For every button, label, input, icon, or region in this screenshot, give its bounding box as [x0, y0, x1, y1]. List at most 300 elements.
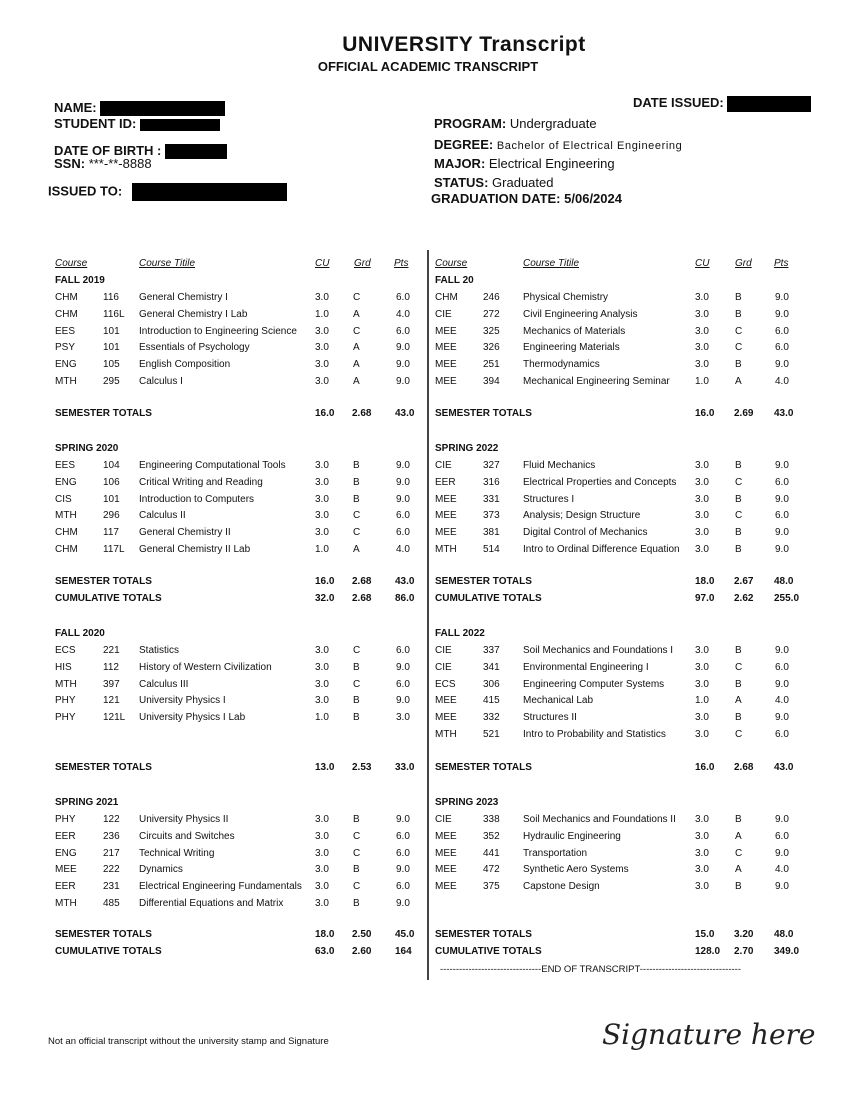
left-course-grade: B — [353, 813, 360, 825]
left-course-number: 116L — [103, 308, 125, 320]
left-course-cu: 3.0 — [315, 342, 329, 354]
right-course-grade: C — [735, 847, 743, 859]
right-course-grade: C — [735, 476, 743, 488]
right-course-subject: MTH — [435, 729, 457, 741]
date-issued-redaction — [727, 96, 811, 112]
left-course-title: Calculus II — [139, 510, 186, 522]
status-row — [434, 175, 553, 190]
left-course-points: 9.0 — [396, 695, 410, 707]
left-course-points: 9.0 — [396, 459, 410, 471]
left-cumulative-totals-label: CUMULATIVE TOTALS — [55, 946, 162, 957]
left-semester-totals-pts: 33.0 — [395, 762, 415, 773]
right-course-cu: 3.0 — [695, 712, 709, 724]
left-semester-totals-label: SEMESTER TOTALS — [55, 929, 152, 940]
left-cumulative-totals-cu: 63.0 — [315, 946, 335, 957]
page-title: UNIVERSITY Transcript — [342, 33, 586, 56]
right-course-number: 338 — [483, 813, 500, 825]
major-value: Electrical Engineering — [488, 156, 615, 171]
issued-to-label: ISSUED TO: — [48, 183, 123, 199]
right-course-title: Digital Control of Mechanics — [523, 527, 648, 539]
right-semester-totals-pts: 48.0 — [774, 929, 794, 940]
left-col-pts: Pts — [394, 258, 409, 269]
left-course-number: 121L — [103, 712, 126, 724]
left-course-cu: 3.0 — [315, 376, 329, 388]
right-cumulative-totals-pts: 255.0 — [774, 593, 800, 604]
left-course-points: 6.0 — [396, 325, 410, 337]
left-course-cu: 1.0 — [315, 712, 329, 724]
right-course-grade: B — [735, 644, 742, 656]
left-course-grade: C — [353, 644, 361, 656]
right-course-subject: MTH — [435, 544, 457, 556]
right-course-number: 341 — [483, 661, 500, 673]
right-course-points: 6.0 — [775, 661, 789, 673]
left-course-number: 117 — [103, 527, 119, 539]
left-course-points: 4.0 — [396, 308, 410, 320]
right-cumulative-totals-pts: 349.0 — [774, 946, 800, 957]
right-course-title: Transportation — [523, 847, 588, 859]
right-course-title: Hydraulic Engineering — [523, 830, 621, 842]
left-course-subject: MTH — [55, 678, 77, 690]
right-course-points: 4.0 — [775, 695, 789, 707]
left-course-cu: 3.0 — [315, 527, 329, 539]
right-semester-name: FALL 20 — [435, 275, 474, 286]
left-course-cu: 3.0 — [315, 325, 329, 337]
right-col-pts: Pts — [774, 258, 789, 269]
right-course-subject: MEE — [435, 527, 457, 539]
right-course-cu: 3.0 — [695, 527, 709, 539]
right-course-subject: MEE — [435, 864, 457, 876]
left-course-number: 222 — [103, 864, 120, 876]
left-course-grade: A — [353, 359, 360, 371]
left-course-cu: 3.0 — [315, 644, 329, 656]
right-course-points: 9.0 — [775, 813, 789, 825]
right-course-points: 4.0 — [775, 864, 789, 876]
graduation-date-label: GRADUATION DATE: — [431, 191, 561, 206]
right-cumulative-totals-gpa: 2.62 — [734, 593, 754, 604]
degree-value: Bachelor of Electrical Engineering — [496, 140, 683, 152]
right-course-subject: CIE — [435, 661, 452, 673]
left-semester-name: SPRING 2020 — [55, 443, 119, 454]
right-semester-totals-gpa: 3.20 — [734, 929, 754, 940]
right-course-subject: MEE — [435, 881, 457, 893]
left-course-title: General Chemistry II — [139, 527, 231, 539]
right-course-points: 9.0 — [775, 527, 789, 539]
right-course-title: Soil Mechanics and Foundations I — [523, 644, 674, 656]
left-course-points: 9.0 — [396, 342, 410, 354]
right-course-title: Civil Engineering Analysis — [523, 308, 638, 320]
left-course-cu: 1.0 — [315, 308, 329, 320]
right-course-subject: MEE — [435, 847, 457, 859]
left-course-number: 397 — [103, 678, 120, 690]
right-semester-totals-label: SEMESTER TOTALS — [435, 576, 532, 587]
right-course-number: 325 — [483, 325, 500, 337]
right-course-points: 4.0 — [775, 376, 789, 388]
left-course-grade: B — [353, 712, 360, 724]
left-course-number: 112 — [103, 661, 119, 673]
right-course-title: Structures II — [523, 712, 577, 724]
left-course-title: University Physics I — [139, 695, 226, 707]
left-course-number: 236 — [103, 830, 120, 842]
right-course-number: 306 — [483, 678, 500, 690]
dob-label: DATE OF BIRTH : — [54, 143, 162, 158]
name-redaction — [100, 101, 225, 116]
left-semester-totals-label: SEMESTER TOTALS — [55, 408, 152, 419]
left-semester-totals-label: SEMESTER TOTALS — [55, 762, 152, 773]
left-course-number: 116 — [103, 291, 119, 303]
right-course-title: Fluid Mechanics — [523, 459, 596, 471]
right-course-points: 9.0 — [775, 847, 789, 859]
right-course-subject: MEE — [435, 510, 457, 522]
left-course-title: Technical Writing — [139, 847, 215, 859]
left-course-subject: MTH — [55, 898, 77, 910]
left-course-subject: CHM — [55, 291, 78, 303]
right-course-subject: MEE — [435, 830, 457, 842]
right-course-points: 9.0 — [775, 359, 789, 371]
left-cumulative-totals-gpa: 2.68 — [352, 593, 372, 604]
left-course-cu: 3.0 — [315, 493, 329, 505]
left-course-cu: 3.0 — [315, 678, 329, 690]
left-course-cu: 3.0 — [315, 476, 329, 488]
right-course-grade: C — [735, 661, 743, 673]
right-semester-totals-cu: 15.0 — [695, 929, 715, 940]
right-course-grade: A — [735, 830, 742, 842]
graduation-date-value: 5/06/2024 — [564, 191, 622, 206]
left-course-subject: PHY — [55, 695, 76, 707]
left-course-points: 6.0 — [396, 291, 410, 303]
left-course-cu: 3.0 — [315, 359, 329, 371]
left-course-grade: B — [353, 493, 360, 505]
right-semester-name: SPRING 2022 — [435, 443, 499, 454]
right-course-grade: C — [735, 325, 743, 337]
right-course-points: 9.0 — [775, 678, 789, 690]
left-course-subject: ENG — [55, 476, 77, 488]
page-subtitle: OFFICIAL ACADEMIC TRANSCRIPT — [317, 59, 539, 74]
right-course-title: Mechanics of Materials — [523, 325, 626, 337]
left-course-points: 9.0 — [396, 661, 410, 673]
right-course-title: Soil Mechanics and Foundations II — [523, 813, 676, 825]
right-semester-totals-label: SEMESTER TOTALS — [435, 762, 532, 773]
right-course-number: 441 — [483, 847, 500, 859]
right-course-number: 375 — [483, 881, 500, 893]
left-semester-totals-gpa: 2.68 — [352, 408, 372, 419]
right-course-grade: B — [735, 712, 742, 724]
right-semester-totals-pts: 43.0 — [774, 408, 794, 419]
left-course-number: 106 — [103, 476, 120, 488]
right-course-title: Intro to Probability and Statistics — [523, 729, 666, 741]
left-course-cu: 3.0 — [315, 898, 329, 910]
left-course-title: History of Western Civilization — [139, 661, 272, 673]
right-course-grade: B — [735, 459, 742, 471]
right-course-grade: A — [735, 864, 742, 876]
right-semester-name: FALL 2022 — [435, 628, 485, 639]
left-course-subject: CIS — [55, 493, 72, 505]
left-course-subject: CHM — [55, 544, 78, 556]
left-course-subject: EES — [55, 325, 76, 337]
right-course-cu: 3.0 — [695, 678, 709, 690]
right-course-title: Environmental Engineering I — [523, 661, 649, 673]
status-label: STATUS: — [434, 175, 489, 190]
right-semester-totals-label: SEMESTER TOTALS — [435, 408, 532, 419]
right-course-points: 6.0 — [775, 510, 789, 522]
footer-note: Not an official transcript without the university stamp and Signature — [48, 1036, 329, 1047]
column-divider — [427, 250, 429, 980]
left-course-grade: C — [353, 291, 361, 303]
left-course-grade: C — [353, 881, 361, 893]
left-course-grade: B — [353, 459, 360, 471]
left-course-title: Statistics — [139, 644, 180, 656]
right-col-cu: CU — [695, 258, 710, 269]
left-course-cu: 3.0 — [315, 661, 329, 673]
right-course-grade: B — [735, 678, 742, 690]
right-course-points: 9.0 — [775, 291, 789, 303]
ssn-row — [54, 156, 152, 171]
left-semester-totals-pts: 43.0 — [395, 408, 415, 419]
left-course-number: 101 — [103, 493, 120, 505]
right-course-grade: C — [735, 729, 743, 741]
date-issued-label: DATE ISSUED: — [633, 95, 724, 110]
left-course-title: General Chemistry I Lab — [139, 308, 248, 320]
right-course-number: 246 — [483, 291, 500, 303]
left-course-number: 231 — [103, 881, 120, 893]
right-course-grade: B — [735, 493, 742, 505]
right-course-grade: B — [735, 813, 742, 825]
left-cumulative-totals-pts: 164 — [395, 946, 412, 957]
right-course-number: 331 — [483, 493, 500, 505]
right-col-course: Course — [435, 258, 468, 269]
left-col-course: Course — [55, 258, 88, 269]
right-semester-totals-cu: 18.0 — [695, 576, 715, 587]
left-course-grade: C — [353, 510, 361, 522]
right-course-cu: 3.0 — [695, 359, 709, 371]
left-course-cu: 3.0 — [315, 881, 329, 893]
left-course-number: 485 — [103, 898, 120, 910]
right-course-number: 415 — [483, 695, 500, 707]
right-cumulative-totals-label: CUMULATIVE TOTALS — [435, 946, 542, 957]
right-course-grade: C — [735, 342, 743, 354]
right-course-points: 9.0 — [775, 459, 789, 471]
left-course-grade: B — [353, 695, 360, 707]
right-course-points: 9.0 — [775, 544, 789, 556]
left-semester-totals-pts: 45.0 — [395, 929, 415, 940]
right-semester-totals-gpa: 2.69 — [734, 408, 754, 419]
program-value: Undergraduate — [509, 116, 597, 131]
left-course-points: 4.0 — [396, 544, 410, 556]
left-cumulative-totals-gpa: 2.60 — [352, 946, 372, 957]
degree-label: DEGREE: — [434, 137, 494, 152]
signature: Signature here — [602, 1018, 816, 1051]
right-semester-totals-label: SEMESTER TOTALS — [435, 929, 532, 940]
right-course-subject: MEE — [435, 342, 457, 354]
right-course-grade: B — [735, 308, 742, 320]
right-course-cu: 3.0 — [695, 308, 709, 320]
left-course-subject: EER — [55, 830, 76, 842]
right-course-number: 332 — [483, 712, 500, 724]
left-course-grade: B — [353, 898, 360, 910]
left-course-grade: A — [353, 544, 360, 556]
left-course-number: 104 — [103, 459, 120, 471]
left-course-number: 295 — [103, 376, 120, 388]
right-course-cu: 3.0 — [695, 830, 709, 842]
right-course-subject: MEE — [435, 712, 457, 724]
left-course-title: Calculus I — [139, 376, 183, 388]
name-row — [54, 100, 225, 116]
right-course-grade: A — [735, 695, 742, 707]
left-course-title: General Chemistry II Lab — [139, 544, 251, 556]
program-label: PROGRAM: — [434, 116, 507, 131]
left-course-points: 6.0 — [396, 510, 410, 522]
right-course-number: 472 — [483, 864, 500, 876]
left-course-number: 101 — [103, 325, 120, 337]
left-cumulative-totals-cu: 32.0 — [315, 593, 335, 604]
left-semester-totals-cu: 18.0 — [315, 929, 335, 940]
left-course-subject: MTH — [55, 510, 77, 522]
left-course-cu: 3.0 — [315, 847, 329, 859]
right-course-number: 514 — [483, 544, 500, 556]
left-course-points: 9.0 — [396, 376, 410, 388]
left-course-subject: MTH — [55, 376, 77, 388]
left-course-cu: 1.0 — [315, 544, 329, 556]
right-course-cu: 3.0 — [695, 493, 709, 505]
right-course-title: Structures I — [523, 493, 575, 505]
left-course-points: 6.0 — [396, 881, 410, 893]
right-course-points: 9.0 — [775, 712, 789, 724]
left-course-grade: B — [353, 661, 360, 673]
left-semester-name: FALL 2019 — [55, 275, 105, 286]
left-col-title: Course Titile — [139, 258, 196, 269]
left-course-subject: HIS — [55, 661, 72, 673]
left-course-title: Essentials of Psychology — [139, 342, 250, 354]
left-semester-totals-gpa: 2.53 — [352, 762, 372, 773]
left-course-subject: MEE — [55, 864, 77, 876]
left-col-grd: Grd — [354, 258, 371, 269]
right-course-title: Mechanical Lab — [523, 695, 594, 707]
right-course-cu: 3.0 — [695, 510, 709, 522]
ssn-value: ***-**-8888 — [88, 156, 152, 171]
student-id-row — [54, 116, 220, 131]
left-course-number: 217 — [103, 847, 120, 859]
left-course-grade: A — [353, 376, 360, 388]
right-course-title: Thermodynamics — [523, 359, 600, 371]
right-course-number: 337 — [483, 644, 500, 656]
right-course-cu: 3.0 — [695, 813, 709, 825]
ssn-label: SSN: — [54, 156, 86, 171]
name-label: NAME: — [54, 100, 97, 115]
right-col-title: Course Titile — [523, 258, 580, 269]
right-course-number: 326 — [483, 342, 500, 354]
left-course-points: 6.0 — [396, 527, 410, 539]
right-course-subject: CHM — [435, 291, 458, 303]
right-course-number: 316 — [483, 476, 500, 488]
student-id-redaction — [140, 119, 220, 131]
right-semester-totals-cu: 16.0 — [695, 408, 715, 419]
left-course-points: 9.0 — [396, 898, 410, 910]
left-course-points: 9.0 — [396, 359, 410, 371]
left-course-title: General Chemistry I — [139, 291, 228, 303]
left-course-number: 296 — [103, 510, 120, 522]
right-course-points: 6.0 — [775, 325, 789, 337]
left-course-title: Differential Equations and Matrix — [139, 898, 284, 910]
right-course-points: 6.0 — [775, 729, 789, 741]
right-course-cu: 3.0 — [695, 847, 709, 859]
left-course-points: 6.0 — [396, 678, 410, 690]
left-cumulative-totals-label: CUMULATIVE TOTALS — [55, 593, 162, 604]
right-course-cu: 3.0 — [695, 729, 709, 741]
right-course-number: 272 — [483, 308, 500, 320]
right-course-title: Mechanical Engineering Seminar — [523, 376, 670, 388]
right-course-cu: 3.0 — [695, 644, 709, 656]
left-course-grade: C — [353, 678, 361, 690]
left-course-points: 6.0 — [396, 847, 410, 859]
left-course-grade: A — [353, 342, 360, 354]
left-semester-totals-gpa: 2.68 — [352, 576, 372, 587]
right-course-title: Intro to Ordinal Difference Equation — [523, 544, 680, 556]
student-id-label: STUDENT ID: — [54, 116, 137, 131]
right-course-cu: 1.0 — [695, 695, 709, 707]
degree-row — [434, 137, 682, 152]
left-course-grade: C — [353, 325, 361, 337]
right-course-subject: ECS — [435, 678, 456, 690]
left-course-number: 221 — [103, 644, 120, 656]
right-course-cu: 3.0 — [695, 661, 709, 673]
right-course-title: Capstone Design — [523, 881, 600, 893]
left-course-title: University Physics I Lab — [139, 712, 246, 724]
right-course-subject: MEE — [435, 695, 457, 707]
left-course-subject: ECS — [55, 644, 76, 656]
left-course-title: English Composition — [139, 359, 231, 371]
right-course-cu: 3.0 — [695, 342, 709, 354]
left-course-cu: 3.0 — [315, 830, 329, 842]
right-course-title: Physical Chemistry — [523, 291, 609, 303]
left-course-subject: EES — [55, 459, 76, 471]
issued-to-redaction — [132, 183, 287, 201]
left-course-subject: PHY — [55, 712, 76, 724]
right-course-cu: 3.0 — [695, 864, 709, 876]
major-row — [434, 156, 615, 171]
right-course-subject: MEE — [435, 493, 457, 505]
left-semester-totals-pts: 43.0 — [395, 576, 415, 587]
left-semester-totals-label: SEMESTER TOTALS — [55, 576, 152, 587]
right-course-title: Synthetic Aero Systems — [523, 864, 629, 876]
right-course-grade: B — [735, 359, 742, 371]
left-semester-totals-cu: 13.0 — [315, 762, 335, 773]
left-semester-name: SPRING 2021 — [55, 797, 119, 808]
major-label: MAJOR: — [434, 156, 486, 171]
left-course-cu: 3.0 — [315, 695, 329, 707]
right-course-subject: MEE — [435, 325, 457, 337]
left-course-cu: 3.0 — [315, 813, 329, 825]
left-course-cu: 3.0 — [315, 291, 329, 303]
right-course-subject: MEE — [435, 376, 457, 388]
right-course-grade: B — [735, 527, 742, 539]
right-course-grade: B — [735, 881, 742, 893]
left-semester-totals-cu: 16.0 — [315, 576, 335, 587]
right-course-cu: 3.0 — [695, 476, 709, 488]
right-course-number: 373 — [483, 510, 500, 522]
right-semester-totals-gpa: 2.67 — [734, 576, 754, 587]
status-value: Graduated — [492, 175, 554, 190]
right-course-cu: 3.0 — [695, 291, 709, 303]
left-course-title: Dynamics — [139, 864, 183, 876]
right-cumulative-totals-label: CUMULATIVE TOTALS — [435, 593, 542, 604]
left-course-points: 9.0 — [396, 493, 410, 505]
right-course-points: 6.0 — [775, 476, 789, 488]
left-course-grade: B — [353, 476, 360, 488]
left-course-number: 105 — [103, 359, 120, 371]
right-course-points: 9.0 — [775, 308, 789, 320]
left-course-points: 6.0 — [396, 644, 410, 656]
left-course-grade: A — [353, 308, 360, 320]
right-course-points: 9.0 — [775, 881, 789, 893]
